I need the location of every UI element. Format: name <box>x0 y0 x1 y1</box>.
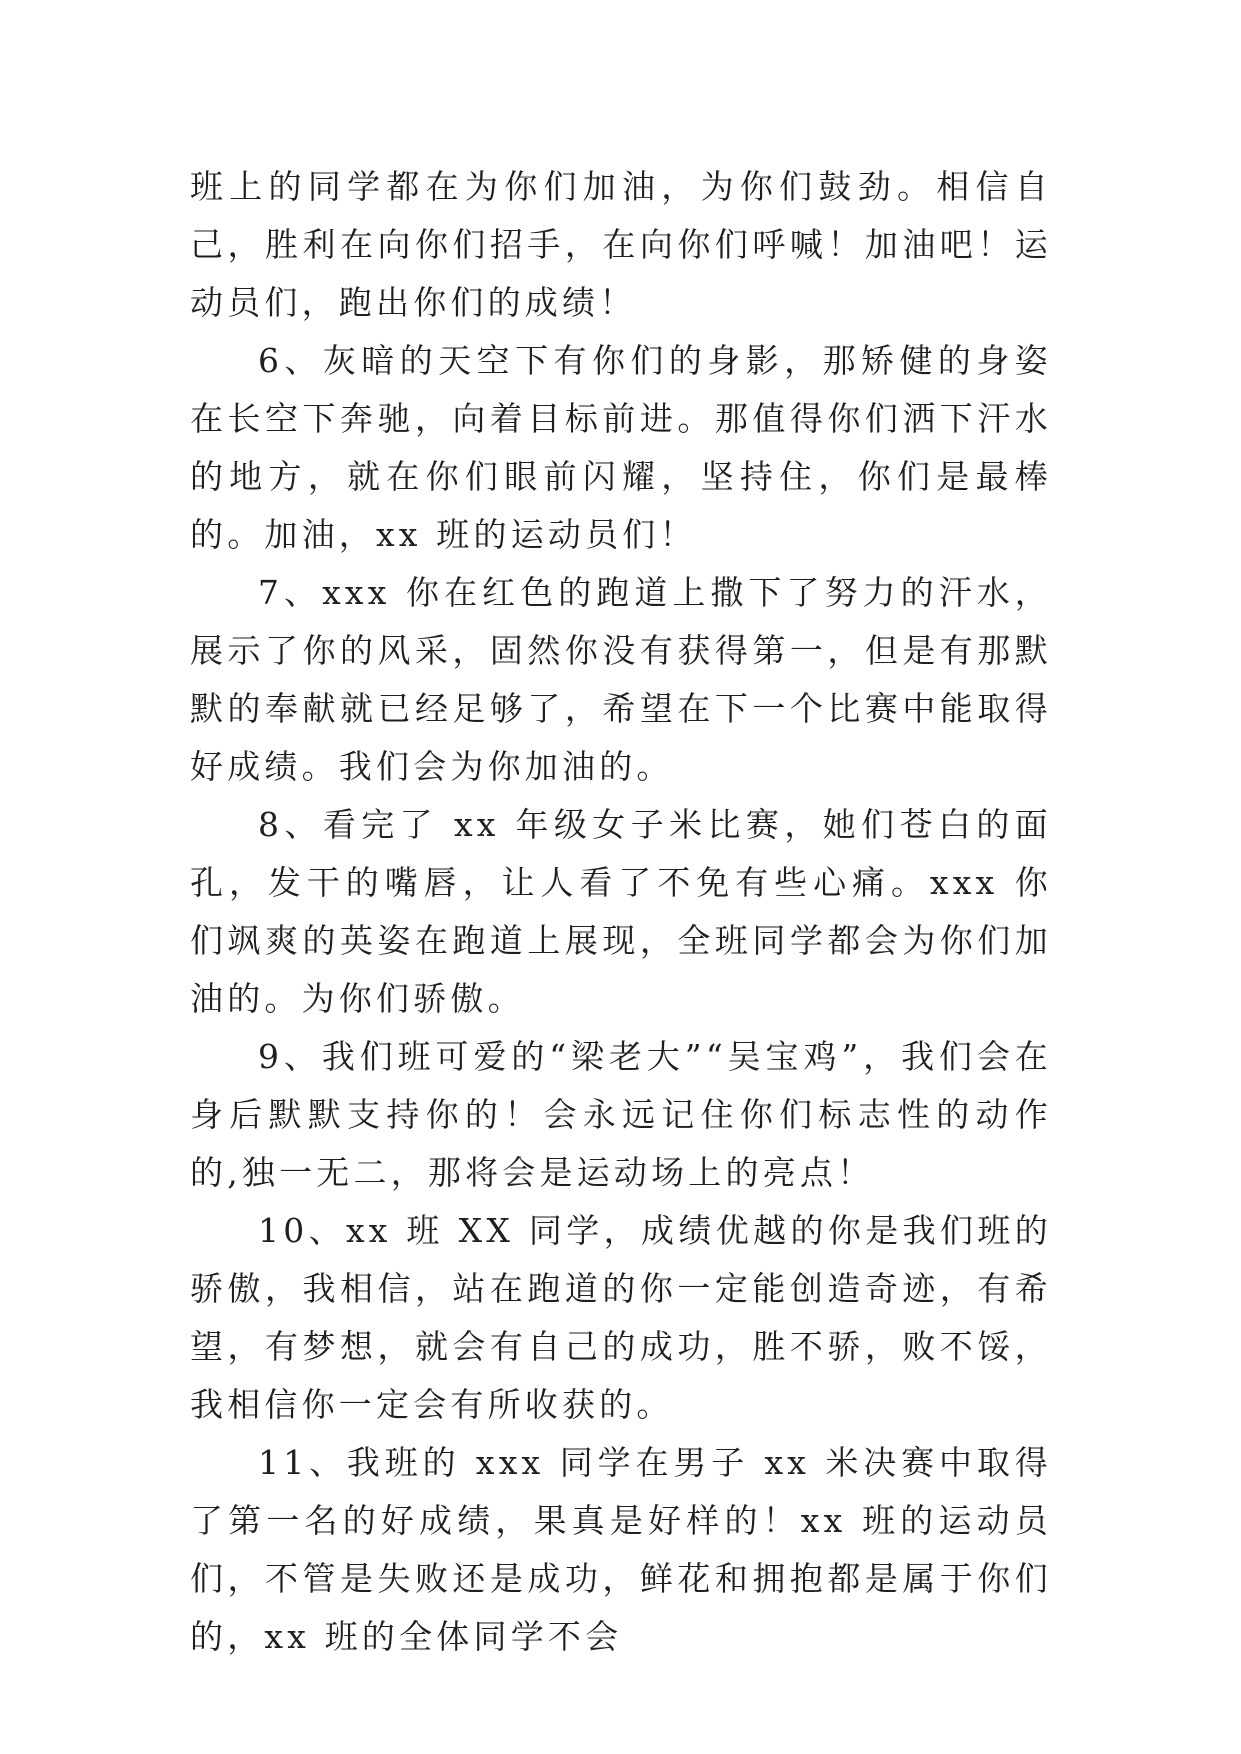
paragraph-item-7: 7、xxx 你在红色的跑道上撒下了努力的汗水，展示了你的风采，固然你没有获得第一，但是有那默默的奉献就已经足够了，希望在下一个比赛中能取得好成绩。我们会为你加油的。 <box>190 573 1052 786</box>
paragraph-item-8: 8、看完了 xx 年级女子米比赛，她们苍白的面孔，发干的嘴唇，让人看了不免有些心痛。xxx 你们飒爽的英姿在跑道上展现，全班同学都会为你们加油的。为你们骄傲。 <box>190 805 1052 1018</box>
paragraph-item-11: 11、我班的 xxx 同学在男子 xx 米决赛中取得了第一名的好成绩，果真是好样的！xx 班的运动员们，不管是失败还是成功，鲜花和拥抱都是属于你们的，xx 班的全体同学不会 <box>190 1443 1052 1656</box>
paragraph-item-9: 9、我们班可爱的“梁老大”“吴宝鸡”，我们会在身后默默支持你的！会永远记住你们标志性的动作的,独一无二，那将会是运动场上的亮点！ <box>190 1037 1052 1192</box>
paragraph-item-10: 10、xx 班 XX 同学，成绩优越的你是我们班的骄傲，我相信，站在跑道的你一定能创造奇迹，有希望，有梦想，就会有自己的成功，胜不骄，败不馁，我相信你一定会有所收获的。 <box>190 1211 1052 1424</box>
paragraph-item-6: 6、灰暗的天空下有你们的身影，那矫健的身姿在长空下奔驰，向着目标前进。那值得你们洒下汗水的地方，就在你们眼前闪耀，坚持住，你们是最棒的。加油，xx 班的运动员们！ <box>190 341 1052 554</box>
document-body <box>190 158 1052 1666</box>
paragraph-continuation: 班上的同学都在为你们加油，为你们鼓劲。相信自己，胜利在向你们招手，在向你们呼喊！加油吧！运动员们，跑出你们的成绩！ <box>190 167 1052 322</box>
